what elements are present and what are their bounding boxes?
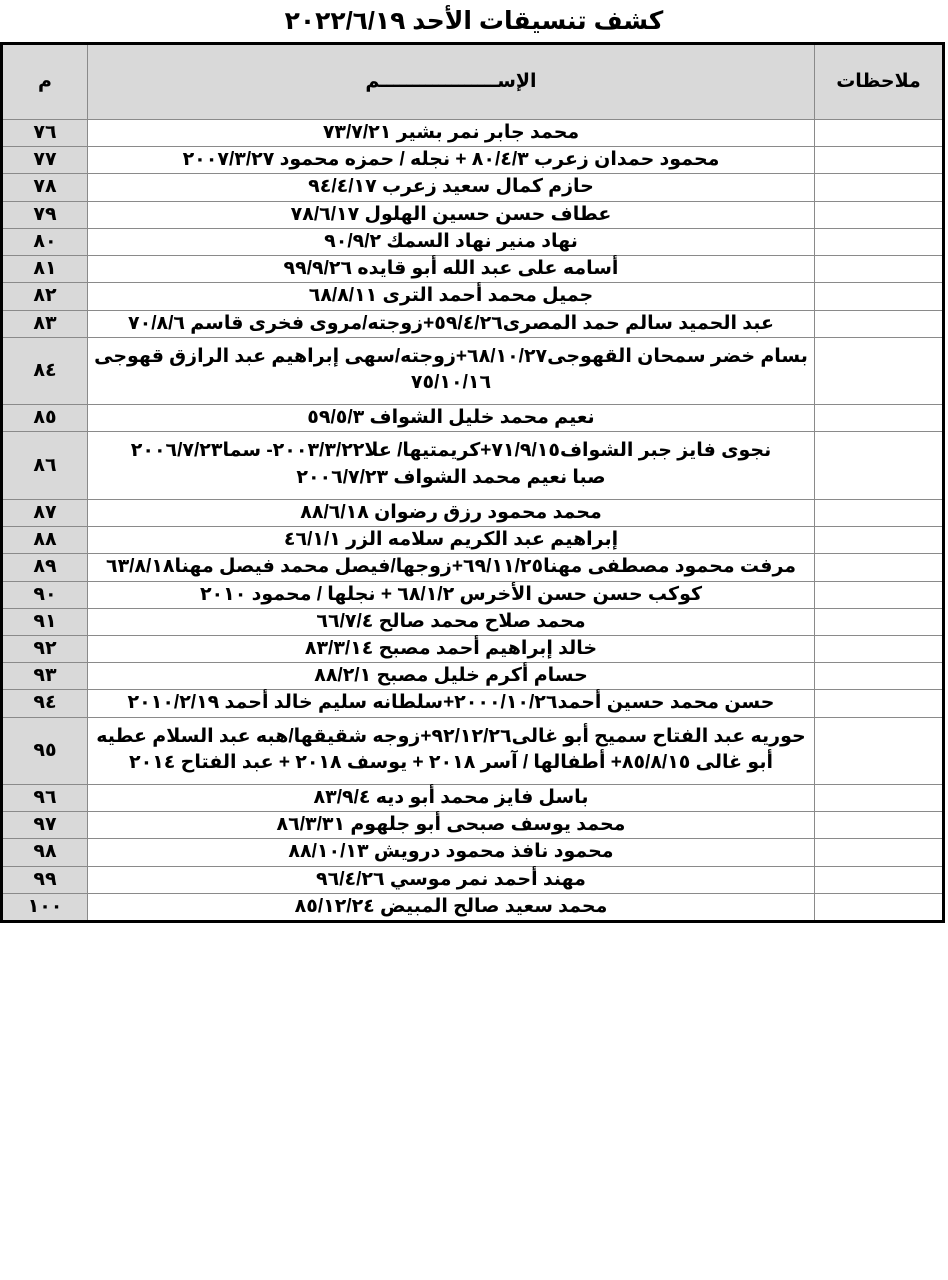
cell-name: [88, 120, 815, 147]
table-row: [2, 432, 944, 499]
cell-name-line: حسن محمد حسين أحمد٢٠٠٠/١٠/٢٦+سلطانه سليم خالد أحمد ٢٠١٠/٢/١٩: [127, 692, 775, 714]
cell-notes: [815, 554, 944, 581]
cell-name-line: أسامه على عبد الله أبو قايده ٩٩/٩/٢٦: [283, 258, 619, 280]
cell-name: [88, 635, 815, 662]
table-row: [2, 554, 944, 581]
cell-name-line: محمد محمود رزق رضوان ٨٨/٦/١٨: [300, 501, 602, 523]
cell-number: ٩٨: [2, 839, 88, 866]
cell-notes: [815, 785, 944, 812]
cell-notes: [815, 499, 944, 526]
cell-name: [88, 554, 815, 581]
cell-name-line: إبراهيم عبد الكريم سلامه الزر ٤٦/١/١: [283, 529, 619, 551]
cell-number: ٨٦: [2, 432, 88, 499]
cell-notes: [815, 839, 944, 866]
cell-notes: [815, 812, 944, 839]
cell-number: ٨٩: [2, 554, 88, 581]
table-row: [2, 147, 944, 174]
cell-number: ٩٠: [2, 581, 88, 608]
cell-name-line: نجوى فايز جبر الشواف٧١/٩/١٥+كريمتيها/ علا٢٠٠٣/٣/٢٢- سما٢٠٠٦/٧/٢٣: [130, 440, 772, 462]
cell-name-line: محمود حمدان زعرب ٨٠/٤/٣ + نجله / حمزه محمود ٢٠٠٧/٣/٢٧: [182, 149, 720, 171]
table-body: [2, 120, 944, 922]
table-row: [2, 120, 944, 147]
table-header-row: [2, 44, 944, 120]
table-row: [2, 174, 944, 201]
cell-name: [88, 147, 815, 174]
cell-number: ٨٢: [2, 283, 88, 310]
cell-name: [88, 527, 815, 554]
cell-name-line: نهاد منير نهاد السمك ٩٠/٩/٢: [324, 230, 578, 252]
cell-number: ٨٣: [2, 310, 88, 337]
table-row: [2, 527, 944, 554]
cell-notes: [815, 147, 944, 174]
cell-number: ٩٣: [2, 663, 88, 690]
cell-number: ٧٨: [2, 174, 88, 201]
table-row: [2, 690, 944, 717]
cell-name-line: حازم كمال سعيد زعرب ٩٤/٤/١٧: [308, 176, 594, 198]
table-row: [2, 785, 944, 812]
table-row: [2, 635, 944, 662]
cell-name: [88, 405, 815, 432]
table-row: [2, 201, 944, 228]
cell-name-line: خالد إبراهيم أحمد مصبح ٨٣/٣/١٤: [304, 637, 598, 659]
cell-notes: [815, 527, 944, 554]
cell-name-line: صبا نعيم محمد الشواف ٢٠٠٦/٧/٢٣: [296, 466, 606, 488]
cell-name: [88, 256, 815, 283]
table-row: [2, 893, 944, 921]
cell-name-line: مرفت محمود مصطفى مهنا٦٩/١١/٢٥+زوجها/فيصل محمد فيصل مهنا٦٣/٨/١٨: [105, 556, 797, 578]
cell-name-line: محمد جابر نمر بشير ٧٣/٧/٢١: [322, 122, 580, 143]
cell-name-line: مهند أحمد نمر موسي ٩٦/٤/٢٦: [316, 868, 586, 890]
table-row: [2, 839, 944, 866]
cell-name: [88, 785, 815, 812]
table-row: [2, 228, 944, 255]
cell-notes: [815, 893, 944, 921]
cell-name-line: حسام أكرم خليل مصبح ٨٨/٢/١: [314, 665, 588, 687]
cell-notes: [815, 717, 944, 784]
cell-name: [88, 201, 815, 228]
cell-name: [88, 228, 815, 255]
cell-notes: [815, 432, 944, 499]
cell-notes: [815, 310, 944, 337]
cell-notes: [815, 201, 944, 228]
table-row: [2, 256, 944, 283]
cell-number: ٩١: [2, 608, 88, 635]
column-header-number: م: [2, 44, 88, 120]
cell-notes: [815, 866, 944, 893]
cell-notes: [815, 283, 944, 310]
table-row: [2, 866, 944, 893]
cell-name: [88, 717, 815, 784]
table-row: [2, 283, 944, 310]
cell-name-line: محمود نافذ محمود درويش ٨٨/١٠/١٣: [288, 841, 614, 863]
cell-number: ٩٩: [2, 866, 88, 893]
cell-name: [88, 174, 815, 201]
cell-name: [88, 812, 815, 839]
cell-number: ٧٩: [2, 201, 88, 228]
cell-number: ٩٥: [2, 717, 88, 784]
cell-name: [88, 866, 815, 893]
cell-name: [88, 893, 815, 921]
table-row: [2, 812, 944, 839]
cell-name: [88, 337, 815, 404]
cell-name: [88, 663, 815, 690]
cell-name-line: محمد يوسف صبحى أبو جلهوم ٨٦/٣/٣١: [276, 814, 626, 836]
cell-number: ١٠٠: [2, 893, 88, 921]
cell-number: ٧٦: [2, 120, 88, 147]
cell-notes: [815, 228, 944, 255]
cell-number: ٩٧: [2, 812, 88, 839]
cell-name: [88, 283, 815, 310]
cell-number: ٨٨: [2, 527, 88, 554]
cell-number: ٩٢: [2, 635, 88, 662]
cell-name-line: كوكب حسن حسن الأخرس ٦٨/١/٢ + نجلها / محمود ٢٠١٠: [199, 583, 703, 605]
cell-notes: [815, 405, 944, 432]
cell-name-line: نعيم محمد خليل الشواف ٥٩/٥/٣: [307, 407, 595, 429]
cell-name: [88, 690, 815, 717]
cell-number: ٧٧: [2, 147, 88, 174]
cell-number: ٨٧: [2, 499, 88, 526]
cell-name-line: عطاف حسن حسين الهلول ٧٨/٦/١٧: [290, 203, 612, 225]
table-header: [2, 44, 944, 120]
cell-name: [88, 839, 815, 866]
cell-notes: [815, 690, 944, 717]
table-row: [2, 717, 944, 784]
cell-number: ٨١: [2, 256, 88, 283]
table-row: [2, 337, 944, 404]
table-row: [2, 310, 944, 337]
column-header-notes: ملاحظات: [815, 44, 944, 120]
cell-name: [88, 432, 815, 499]
cell-notes: [815, 581, 944, 608]
cell-number: ٨٠: [2, 228, 88, 255]
cell-name-line: محمد صلاح محمد صالح ٦٦/٧/٤: [316, 610, 586, 632]
cell-notes: [815, 635, 944, 662]
cell-notes: [815, 256, 944, 283]
table-row: [2, 581, 944, 608]
page-title: كشف تنسيقات الأحد ٢٠٢٢/٦/١٩: [284, 7, 664, 35]
cell-notes: [815, 174, 944, 201]
cell-notes: [815, 608, 944, 635]
table-row: [2, 663, 944, 690]
coordinations-table: [0, 42, 945, 923]
cell-name-line: باسل فايز محمد أبو ديه ٨٣/٩/٤: [313, 787, 589, 809]
cell-name-line: محمد سعيد صالح المبيض ٨٥/١٢/٢٤: [294, 895, 608, 917]
cell-number: ٨٤: [2, 337, 88, 404]
cell-notes: [815, 337, 944, 404]
table-row: [2, 405, 944, 432]
cell-name-line: حوريه عبد الفتاح سميح أبو غالى٩٢/١٢/٢٦+زوجه شقيقها/هبه عبد السلام عطيه أبو غالى ٨٥/٨/١٥+ أطفالها / آسر ٢٠١٨ + يوسف ٢٠١٨ + عبد الفتاح ٢٠١٤: [96, 725, 806, 773]
cell-number: ٩٦: [2, 785, 88, 812]
cell-number: ٨٥: [2, 405, 88, 432]
table-row: [2, 608, 944, 635]
cell-name-line: بسام خضر سمحان القهوجى٦٨/١٠/٢٧+زوجته/سهى إبراهيم عبد الرازق قهوجى ٧٥/١٠/١٦: [94, 345, 808, 393]
cell-name-line: جميل محمد أحمد الترى ٦٨/٨/١١: [308, 285, 594, 307]
cell-name: [88, 581, 815, 608]
cell-name-line: عبد الحميد سالم حمد المصرى٥٩/٤/٢٦+زوجته/مروى فخرى قاسم ٧٠/٨/٦: [128, 312, 774, 334]
cell-notes: [815, 663, 944, 690]
cell-name: [88, 608, 815, 635]
cell-name: [88, 499, 815, 526]
table-row: [2, 499, 944, 526]
cell-number: ٩٤: [2, 690, 88, 717]
cell-notes: [815, 120, 944, 147]
cell-name: [88, 310, 815, 337]
column-header-name: الإســــــــــــــــــم: [88, 44, 815, 120]
